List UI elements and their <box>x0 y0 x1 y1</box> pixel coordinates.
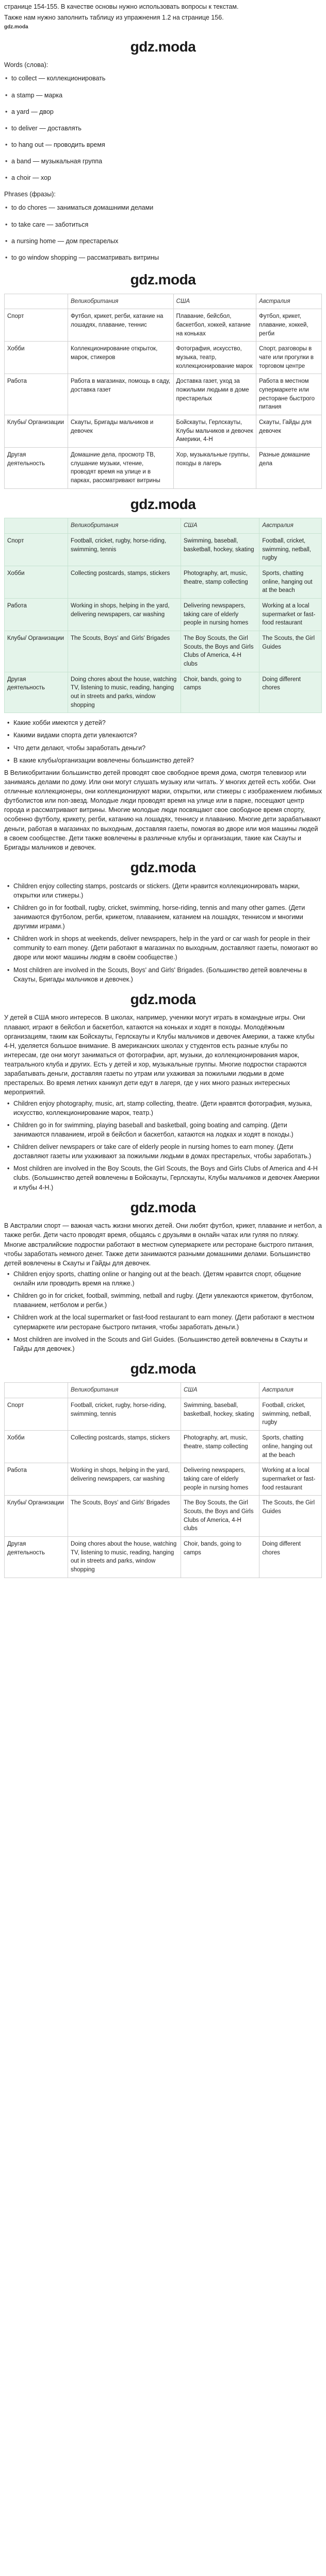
table-cell: Photography, art, music, theatre, stamp collecting <box>181 566 259 598</box>
table-cell: Working at a local supermarket or fast-food restaurant <box>259 598 322 631</box>
table-cell: Коллекционирование открыток, марок, стикеров <box>68 342 174 374</box>
text-us: У детей в США много интересов. В школах, например, ученики могут играть в командные игры. Они плавают, играют в бейсбол и баскетбол, катаются на коньках и ходят в походы. Молодёжным организациям, таким как Бойскауты, Герлскауты и Клубы мальчиков и девочек Америки, а также клубы 4-H, уделяется большое внимание. В американских школах у студентов есть разные клубы по интересам, где они могут заниматься от фотографии, арт, музыки, до коллекционирования марок, театрального клуба и других. Есть у детей и хор, музыкальные группы. Многие подростки стараются зарабатывать деньги, доставляя газеты по утрам или ухаживая за пожилыми людьми в доме престарелых. Во время летних каникул дети едут в лагеря, где у них много разных интересных мероприятий. <box>4 1014 315 1096</box>
text-uk: В Великобритании большинство детей проводят свое свободное время дома, смотря телевизор или занимаясь делами по дому. Или они могут слушать музыку или читать. У многих детей есть хобби. Они отличные коллекционеры, они коллекционируют марки, открытки, или стикеры с изображением любимых футболистов или поп-звезд. Молодые люди проводят время на улице или в парке, посещают центр города и рассматривают витрины. Многие молодые люди посвящают свое свободное время спорту, особенно футболу, крикету, регби, катанию на лошадях, теннису и плаванию. Многие дети зарабатывают деньги, работая в магазинах по выходным, доставляя газеты, помогая во дворе или моя машины людей в своем сообществе. Дети также вовлечены в различные клубы и организации, такие как Скауты и Бригады мальчиков и девочек. <box>4 769 322 851</box>
table-cell: Доставка газет, уход за пожилыми людьми в доме престарелых <box>173 374 256 415</box>
watermark: gdz.moda <box>130 991 196 1007</box>
question-item: • Какие хобби имеются у детей? <box>13 718 322 727</box>
table-en <box>4 518 322 713</box>
table-row <box>5 672 322 713</box>
table-cell: Работа <box>5 598 68 631</box>
table-cell: Photography, art, music, theatre, stamp collecting <box>181 1431 259 1463</box>
answer-item: • Children deliver newspapers or take care of elderly people in nursing homes to earn money. (Дети доставляют газеты или ухаживают за пожилыми людьми в домах престарелых, чтобы заработать.) <box>13 1142 322 1161</box>
table-cell: Футбол, крикет, регби, катание на лошадях, плавание, теннис <box>68 309 174 342</box>
table-cell: Хор, музыкальные группы, походы в лагерь <box>173 447 256 488</box>
word-item: • a stamp — марка <box>11 91 322 100</box>
table-en-repeat <box>4 1382 322 1578</box>
word-item: • a yard — двор <box>11 107 322 116</box>
table-cell: Скауты, Гайды для девочек <box>256 415 322 447</box>
table-cell: Doing different chores <box>259 672 322 713</box>
watermark: gdz.moda <box>130 1199 196 1215</box>
watermark: gdz.moda <box>130 859 196 875</box>
table-cell: Doing chores about the house, watching TV, listening to music, reading, hanging out in streets and parks, window shopping <box>68 1536 181 1578</box>
watermark: gdz.moda <box>130 38 196 55</box>
table-cell: Фотография, искусство, музыка, театр, коллекционирование марок <box>173 342 256 374</box>
table-row <box>5 1463 322 1496</box>
table-cell: Скауты, Бригады мальчиков и девочек <box>68 415 174 447</box>
phrases-list <box>4 203 322 262</box>
table-cell: Working at a local supermarket or fast-food restaurant <box>259 1463 322 1496</box>
table-cell: Football, cricket, swimming, netball, rugby <box>259 533 322 566</box>
table-row <box>5 631 322 672</box>
questions-list <box>4 718 322 765</box>
table-cell: Спорт <box>5 1398 68 1431</box>
table-row <box>5 309 322 342</box>
table-cell: Клубы/ Организации <box>5 1496 68 1537</box>
table-cell: The Boy Scouts, the Girl Scouts, the Boys and Girls Clubs of America, 4-H clubs <box>181 631 259 672</box>
table-cell: Другая деятельность <box>5 672 68 713</box>
phrases-heading: Phrases (фразы): <box>4 191 56 198</box>
table-cell: Choir, bands, going to camps <box>181 1536 259 1578</box>
table-cell: Спорт <box>5 309 68 342</box>
table-cell: Swimming, baseball, basketball, hockey, skating <box>181 533 259 566</box>
table-cell: Плавание, бейсбол, баскетбол, хоккей, катание на коньках <box>173 309 256 342</box>
word-item: • a choir — хор <box>11 173 322 182</box>
table-cell: Choir, bands, going to camps <box>181 672 259 713</box>
question-item: • В какие клубы/организации вовлечены большинство детей? <box>13 756 322 765</box>
table-cell: Swimming, baseball, basketball, hockey, skating <box>181 1398 259 1431</box>
table-cell: Бойскауты, Герлскауты, Клубы мальчиков и девочек Америки, 4-Н <box>173 415 256 447</box>
table-cell: Collecting postcards, stamps, stickers <box>68 566 181 598</box>
answer-item: • Children enjoy sports, chatting online or hanging out at the beach. (Детям нравится спорт, общение онлайн или проводить время на пляже.) <box>13 1269 322 1288</box>
table-cell: Другая деятельность <box>5 1536 68 1578</box>
table-header: США <box>173 294 256 309</box>
table-row <box>5 1496 322 1537</box>
table-cell: Working in shops, helping in the yard, delivering newspapers, car washing <box>68 1463 181 1496</box>
table-row <box>5 1431 322 1463</box>
table-cell: Хобби <box>5 1431 68 1463</box>
question-item: • Какими видами спорта дети увлекаются? <box>13 731 322 740</box>
answer-item: • Children go in for swimming, playing baseball and basketball, going boating and camping. (Дети занимаются плаванием, игрой в бейсбол и баскетбол, катаются на лодках и ходят в походы.) <box>13 1121 322 1139</box>
table-cell: The Boy Scouts, the Girl Scouts, the Boys and Girls Clubs of America, 4-H clubs <box>181 1496 259 1537</box>
text-au: В Австралии спорт — важная часть жизни многих детей. Они любят футбол, крикет, плавание и нетбол, а также регби. Дети часто проводят время, общаясь с друзьями в онлайн чатах или гуляя по пляжу. Многие австралийские подростки работают в местном супермаркете или ресторане быстрого питания, чтобы заработать немного денег. Также дети занимаются разными домашними делами. Большинство детей вовлечены в Скауты и Гайды для девочек. <box>4 1222 322 1267</box>
answer-item: • Children go in for cricket, football, swimming, netball and rugby. (Дети увлекаются крикетом, футболом, плаванием, нетболом и регби.) <box>13 1291 322 1310</box>
table-cell: Спорт <box>5 533 68 566</box>
table-cell: Delivering newspapers, taking care of elderly people in nursing homes <box>181 1463 259 1496</box>
table-row <box>5 566 322 598</box>
word-item: • a band — музыкальная группа <box>11 157 322 166</box>
table-row <box>5 374 322 415</box>
table-cell: Working in shops, helping in the yard, delivering newspapers, car washing <box>68 598 181 631</box>
table-cell: Работа <box>5 374 68 415</box>
words-list <box>4 74 322 182</box>
phrase-item: • a nursing home — дом престарелых <box>11 236 322 246</box>
table-cell: Спорт, разговоры в чате или прогулки в торговом центре <box>256 342 322 374</box>
table-row <box>5 598 322 631</box>
watermark-small: gdz.moda <box>4 24 28 30</box>
table-cell: Работа в местном супермаркете или ресторане быстрого питания <box>256 374 322 415</box>
table-cell: Разные домашние дела <box>256 447 322 488</box>
word-item: • to collect — коллекционировать <box>11 74 322 83</box>
table-row <box>5 1536 322 1578</box>
table-header <box>5 518 68 534</box>
table-row <box>5 533 322 566</box>
watermark: gdz.moda <box>130 496 196 512</box>
table-row <box>5 415 322 447</box>
phrase-item: • to go window shopping — рассматривать витрины <box>11 253 322 262</box>
answer-item: • Children enjoy photography, music, art, stamp collecting, theatre. (Дети нравятся фотография, музыка, искусство, коллекционирование марок, театр.) <box>13 1099 322 1117</box>
table-cell: The Scouts, Boys' and Girls' Brigades <box>68 631 181 672</box>
table-row <box>5 342 322 374</box>
watermark: gdz.moda <box>130 1360 196 1377</box>
table-cell: The Scouts, the Girl Guides <box>259 631 322 672</box>
table-header: Великобритания <box>68 1383 181 1398</box>
answer-item: • Children work at the local supermarket or fast-food restaurant to earn money. (Дети работают в местном супермаркете или ресторане быстрого питания, чтобы заработать деньги.) <box>13 1313 322 1331</box>
words-heading: Words (слова): <box>4 61 48 69</box>
table-header <box>5 1383 68 1398</box>
table-cell: Работа <box>5 1463 68 1496</box>
table-cell: Хобби <box>5 566 68 598</box>
table-header: Австралия <box>259 518 322 534</box>
table-cell: Doing different chores <box>259 1536 322 1578</box>
answers-us <box>4 1099 322 1192</box>
answer-item: • Children go in for football, rugby, cricket, swimming, horse-riding, tennis and many other games. (Дети занимаются футболом, регби, крикетом, плаванием, катанием на лошадях, теннисом и многими другими играми.) <box>13 903 322 931</box>
table-cell: The Scouts, the Girl Guides <box>259 1496 322 1537</box>
table-cell: Doing chores about the house, watching TV, listening to music, reading, hanging out in streets and parks, window shopping <box>68 672 181 713</box>
answer-item: • Most children are involved in the Boy Scouts, the Girl Scouts, the Boys and Girls Clubs of America and 4-H clubs. (Большинство детей вовлечены в Бойскауты, Герлскауты, Клубы мальчиков и девочек Америки и клубы 4-H.) <box>13 1164 322 1192</box>
table-cell: Другая деятельность <box>5 447 68 488</box>
table-cell: Football, cricket, swimming, netball, rugby <box>259 1398 322 1431</box>
table-cell: Sports, chatting online, hanging out at the beach <box>259 1431 322 1463</box>
table-cell: The Scouts, Boys' and Girls' Brigades <box>68 1496 181 1537</box>
answer-item: • Most children are involved in the Scouts, Boys' and Girls' Brigades. (Большинство детей вовлечены в Скауты, Бригады мальчиков и девочек.) <box>13 965 322 984</box>
table-row <box>5 447 322 488</box>
table-header: Австралия <box>259 1383 322 1398</box>
table-header: Австралия <box>256 294 322 309</box>
answer-item: • Most children are involved in the Scouts and Girl Guides. (Большинство детей вовлечены в Скауты и Гайды для девочек.) <box>13 1335 322 1353</box>
table-row <box>5 1398 322 1431</box>
table-ru <box>4 294 322 489</box>
question-item: • Что дети делают, чтобы заработать деньги? <box>13 743 322 753</box>
table-cell: Sports, chatting online, hanging out at the beach <box>259 566 322 598</box>
phrase-item: • to take care — заботиться <box>11 220 322 229</box>
table-header: Великобритания <box>68 294 174 309</box>
word-item: • to deliver — доставлять <box>11 124 322 133</box>
answers-au <box>4 1269 322 1353</box>
table-cell: Клубы/ Организации <box>5 415 68 447</box>
intro-line-2: Также нам нужно заполнить таблицу из упражнения 1.2 на странице 156. <box>4 14 224 22</box>
table-cell: Футбол, крикет, плавание, хоккей, регби <box>256 309 322 342</box>
table-header: США <box>181 1383 259 1398</box>
table-cell: Хобби <box>5 342 68 374</box>
table-cell: Delivering newspapers, taking care of elderly people in nursing homes <box>181 598 259 631</box>
table-header: США <box>181 518 259 534</box>
watermark: gdz.moda <box>130 271 196 287</box>
answer-item: • Children enjoy collecting stamps, postcards or stickers. (Дети нравится коллекционировать марки, открытки или стикеры.) <box>13 882 322 900</box>
phrase-item: • to do chores — заниматься домашними делами <box>11 203 322 212</box>
table-cell: Football, cricket, rugby, horse-riding, swimming, tennis <box>68 533 181 566</box>
table-cell: Работа в магазинах, помощь в саду, доставка газет <box>68 374 174 415</box>
answers-uk <box>4 882 322 984</box>
table-cell: Football, cricket, rugby, horse-riding, swimming, tennis <box>68 1398 181 1431</box>
table-header: Великобритания <box>68 518 181 534</box>
answer-item: • Children work in shops at weekends, deliver newspapers, help in the yard or car wash for people in their community to earn money. (Дети работают в магазинах по выходным, доставляют газеты, помогают во дворе или моют машины людям в своём сообществе.) <box>13 934 322 962</box>
table-cell: Домашние дела, просмотр ТВ, слушание музыки, чтение, проводят время на улице и в парках, рассматривают витрины <box>68 447 174 488</box>
word-item: • to hang out — проводить время <box>11 140 322 149</box>
table-cell: Клубы/ Организации <box>5 631 68 672</box>
intro-line-1: странице 154-155. В качестве основы нужно использовать вопросы к текстам. <box>4 3 239 10</box>
table-header <box>5 294 68 309</box>
table-cell: Collecting postcards, stamps, stickers <box>68 1431 181 1463</box>
